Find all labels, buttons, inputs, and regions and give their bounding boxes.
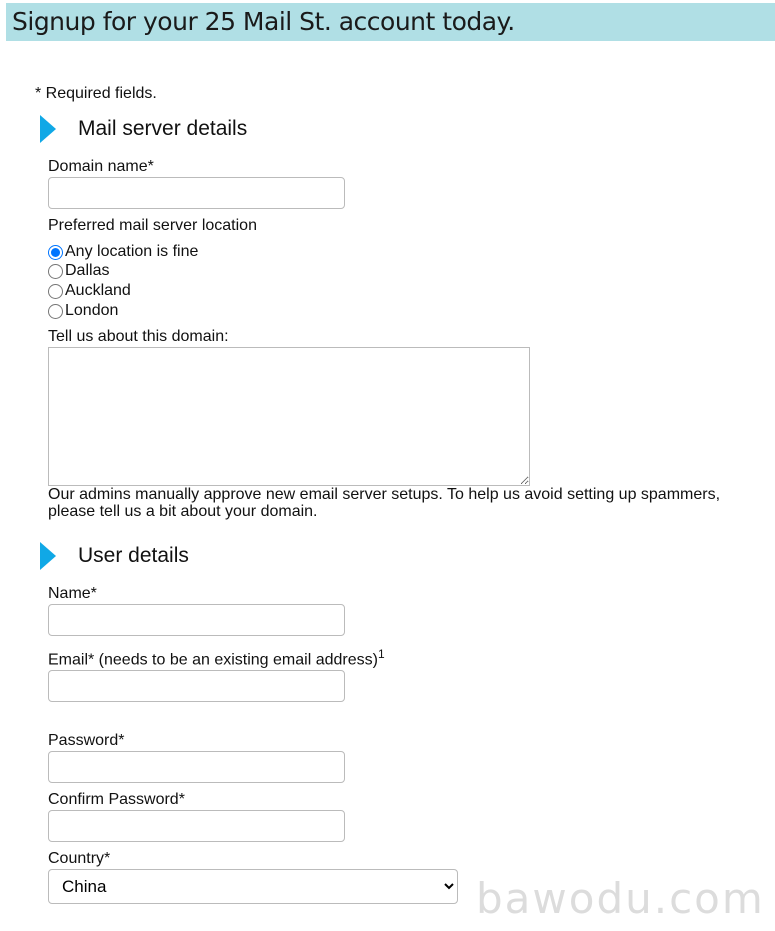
country-label: Country* [48,850,111,867]
page-title: Signup for your 25 Mail St. account today. [12,7,515,36]
radio-any-location[interactable] [48,242,198,262]
radio-label: Dallas [65,262,110,279]
section-heading: Mail server details [78,117,248,140]
help-text: Our admins manually approve new email server setups. To help us avoid setting up spammers, please tell us a bit about your domain. [48,486,721,520]
name-input[interactable] [48,604,345,636]
location-label: Preferred mail server location [48,217,257,234]
radio-input[interactable] [48,284,63,299]
about-domain-textarea[interactable] [48,347,530,486]
email-input[interactable] [48,670,345,702]
radio-label: Any location is fine [65,243,199,260]
password-label: Password* [48,732,125,749]
radio-dallas[interactable] [48,261,109,281]
triangle-icon [40,542,56,570]
section-heading: User details [78,544,189,567]
radio-london[interactable] [48,301,118,321]
radio-input[interactable] [48,245,63,260]
header-banner [6,3,775,41]
triangle-icon [40,115,56,143]
country-select[interactable] [48,869,458,904]
radio-auckland[interactable] [48,281,131,301]
section-user-details [40,542,189,570]
email-label: Email* (needs to be an existing email address) [48,651,378,669]
domain-input[interactable] [48,177,345,209]
radio-input[interactable] [48,304,63,319]
confirm-password-label: Confirm Password* [48,791,185,808]
password-input[interactable] [48,751,345,783]
radio-label: London [65,302,119,319]
radio-label: Auckland [65,282,131,299]
name-label: Name* [48,585,97,602]
required-note: * Required fields. [35,85,157,102]
email-label-row [48,647,385,669]
radio-input[interactable] [48,264,63,279]
confirm-password-input[interactable] [48,810,345,842]
about-label: Tell us about this domain: [48,328,229,345]
footnote-ref[interactable]: 1 [377,647,385,661]
domain-label: Domain name* [48,158,154,175]
watermark: bawodu.com [476,874,765,923]
section-mail-server [40,115,247,143]
